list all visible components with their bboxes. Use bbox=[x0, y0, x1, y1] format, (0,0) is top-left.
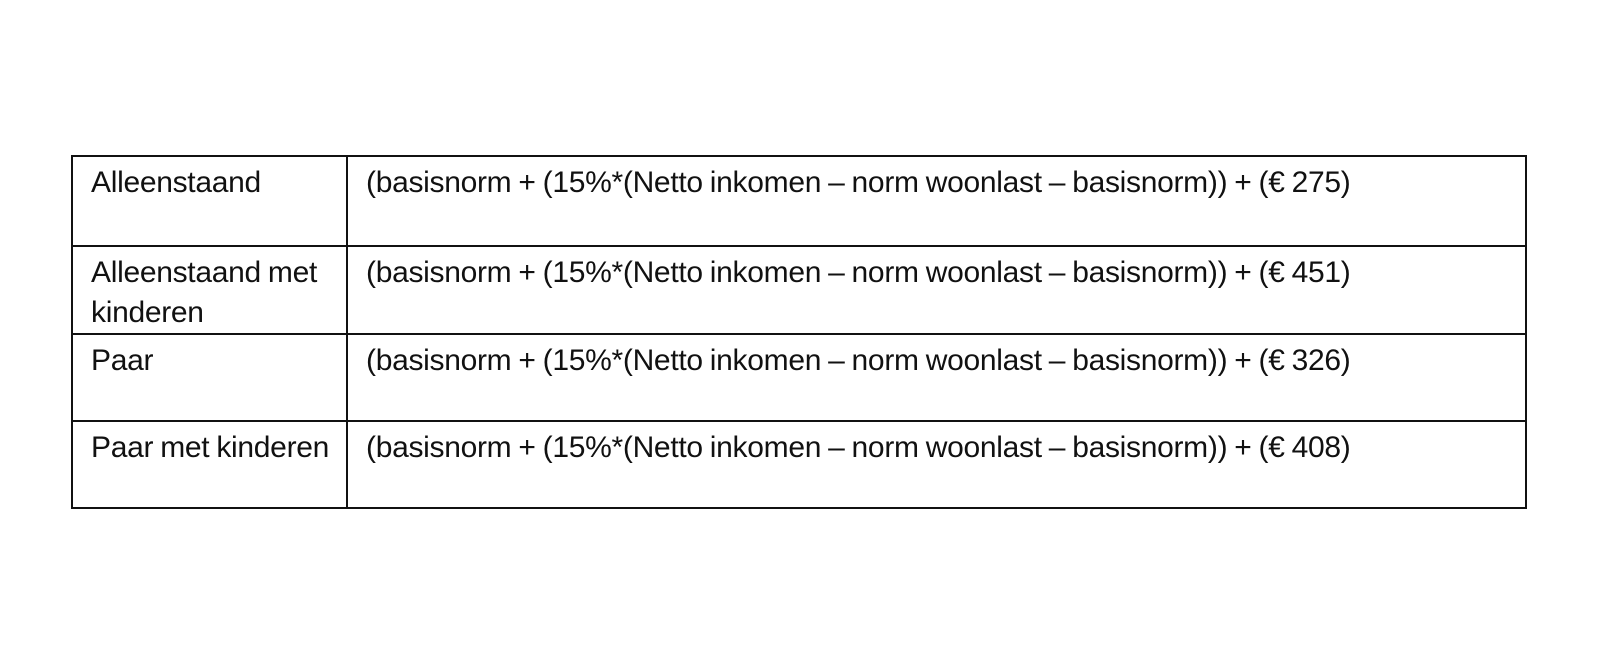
table-row bbox=[72, 156, 1526, 246]
formula-cell: (basisnorm + (15%*(Netto inkomen – norm woonlast – basisnorm)) + (€ 275) bbox=[347, 156, 1526, 246]
household-type-cell: Alleenstaand bbox=[72, 156, 347, 246]
household-type-cell: Alleenstaand met kinderen bbox=[72, 246, 347, 334]
formula-table bbox=[71, 155, 1527, 509]
formula-cell: (basisnorm + (15%*(Netto inkomen – norm woonlast – basisnorm)) + (€ 451) bbox=[347, 246, 1526, 334]
household-type-cell: Paar bbox=[72, 334, 347, 421]
formula-cell: (basisnorm + (15%*(Netto inkomen – norm woonlast – basisnorm)) + (€ 326) bbox=[347, 334, 1526, 421]
table-row bbox=[72, 246, 1526, 334]
table-row bbox=[72, 334, 1526, 421]
table-row bbox=[72, 421, 1526, 508]
household-type-cell: Paar met kinderen bbox=[72, 421, 347, 508]
formula-cell: (basisnorm + (15%*(Netto inkomen – norm woonlast – basisnorm)) + (€ 408) bbox=[347, 421, 1526, 508]
